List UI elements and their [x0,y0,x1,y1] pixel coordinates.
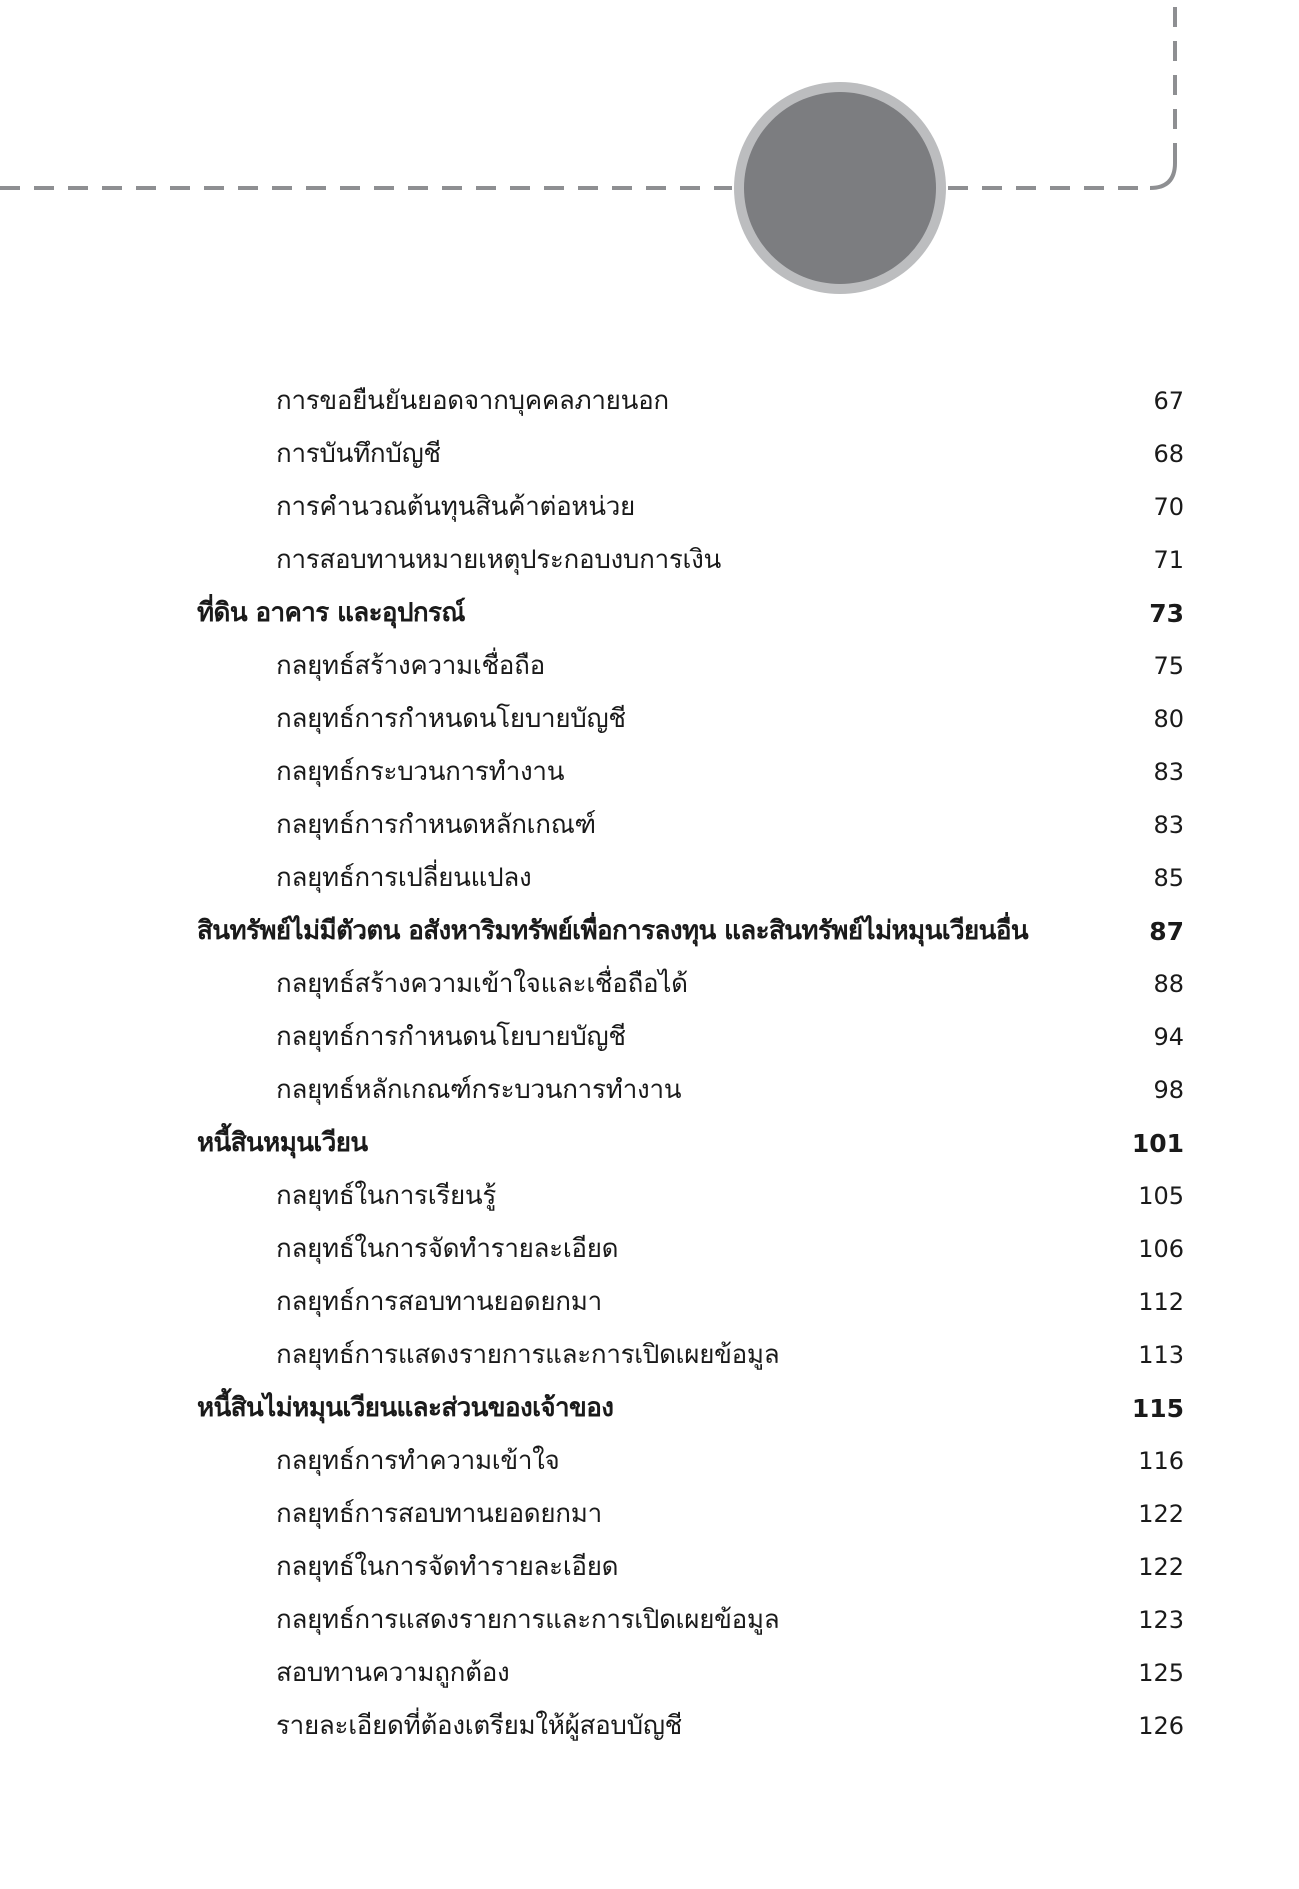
header-decoration [0,0,1299,320]
toc-entry-title: การสอบทานหมายเหตุประกอบงบการเงิน [276,545,721,575]
toc-entry-title: รายละเอียดที่ต้องเตรียมให้ผู้สอบบัญชี [276,1711,683,1741]
toc-entry-page-number: 80 [1153,705,1184,733]
toc-entry-page-number: 116 [1138,1447,1184,1475]
toc-entry-page-number: 123 [1138,1606,1184,1634]
toc-entry-page-number: 71 [1153,546,1184,574]
toc-entry-page-number: 105 [1138,1182,1184,1210]
toc-entry-title: สอบทานความถูกต้อง [276,1658,510,1688]
toc-entry-title: กลยุทธ์การเปลี่ยนแปลง [276,863,532,893]
toc-entry-title: กลยุทธ์ในการจัดทำรายละเอียด [276,1234,619,1264]
toc-entry-page-number: 68 [1153,440,1184,468]
toc-entry-page-number: 70 [1153,493,1184,521]
toc-entry-title: หนี้สินหมุนเวียน [197,1128,368,1158]
toc-subsection-entry[interactable] [0,640,1299,693]
toc-entry-page-number: 87 [1149,917,1184,946]
toc-entry-title: กลยุทธ์สร้างความเข้าใจและเชื่อถือได้ [276,969,688,999]
toc-subsection-entry[interactable] [0,534,1299,587]
toc-section-entry[interactable] [0,905,1299,958]
toc-subsection-entry[interactable] [0,375,1299,428]
toc-subsection-entry[interactable] [0,1276,1299,1329]
toc-entry-title: กลยุทธ์การแสดงรายการและการเปิดเผยข้อมูล [276,1340,780,1370]
toc-entry-page-number: 106 [1138,1235,1184,1263]
toc-entry-title: ที่ดิน อาคาร และอุปกรณ์ [197,598,465,628]
toc-entry-page-number: 113 [1138,1341,1184,1369]
toc-entry-page-number: 126 [1138,1712,1184,1740]
toc-subsection-entry[interactable] [0,1647,1299,1700]
toc-subsection-entry[interactable] [0,852,1299,905]
toc-subsection-entry[interactable] [0,958,1299,1011]
toc-subsection-entry[interactable] [0,1700,1299,1753]
toc-subsection-entry[interactable] [0,799,1299,852]
toc-entry-page-number: 115 [1131,1394,1184,1423]
toc-entry-title: กลยุทธ์การแสดงรายการและการเปิดเผยข้อมูล [276,1605,780,1635]
toc-subsection-entry[interactable] [0,1329,1299,1382]
toc-entry-title: กลยุทธ์กระบวนการทำงาน [276,757,565,787]
toc-entry-page-number: 73 [1149,599,1184,628]
toc-entry-page-number: 85 [1153,864,1184,892]
toc-subsection-entry[interactable] [0,1064,1299,1117]
toc-entry-title: กลยุทธ์หลักเกณฑ์กระบวนการทำงาน [276,1075,682,1105]
toc-entry-page-number: 122 [1138,1553,1184,1581]
toc-section-entry[interactable] [0,1117,1299,1170]
toc-subsection-entry[interactable] [0,746,1299,799]
toc-subsection-entry[interactable] [0,1488,1299,1541]
toc-entry-page-number: 67 [1153,387,1184,415]
toc-entry-title: สินทรัพย์ไม่มีตัวตน อสังหาริมทรัพย์เพื่อการลงทุน และสินทรัพย์ไม่หมุนเวียนอื่น [197,916,1029,946]
toc-entry-title: กลยุทธ์การทำความเข้าใจ [276,1446,560,1476]
toc-subsection-entry[interactable] [0,1223,1299,1276]
chapter-circle [744,92,936,284]
toc-entry-page-number: 125 [1138,1659,1184,1687]
toc-entry-title: กลยุทธ์สร้างความเชื่อถือ [276,651,545,681]
toc-entry-title: กลยุทธ์การกำหนดหลักเกณฑ์ [276,810,596,840]
toc-entry-page-number: 88 [1153,970,1184,998]
toc-subsection-entry[interactable] [0,1011,1299,1064]
toc-entry-page-number: 122 [1138,1500,1184,1528]
toc-section-entry[interactable] [0,1382,1299,1435]
toc-subsection-entry[interactable] [0,1541,1299,1594]
toc-entry-title: กลยุทธ์การกำหนดนโยบายบัญชี [276,704,626,734]
toc-subsection-entry[interactable] [0,1594,1299,1647]
toc-section-entry[interactable] [0,587,1299,640]
toc-entry-page-number: 75 [1153,652,1184,680]
toc-subsection-entry[interactable] [0,481,1299,534]
toc-entry-title: การขอยืนยันยอดจากบุคคลภายนอก [276,386,669,416]
toc-entry-page-number: 83 [1153,758,1184,786]
toc-subsection-entry[interactable] [0,1170,1299,1223]
toc-entry-title: กลยุทธ์การสอบทานยอดยกมา [276,1499,602,1529]
dashed-corner [1150,163,1175,188]
toc-entry-page-number: 101 [1131,1129,1184,1158]
table-of-contents [0,375,1299,1753]
toc-subsection-entry[interactable] [0,693,1299,746]
toc-entry-page-number: 112 [1138,1288,1184,1316]
toc-entry-title: หนี้สินไม่หมุนเวียนและส่วนของเจ้าของ [197,1393,614,1423]
toc-subsection-entry[interactable] [0,1435,1299,1488]
toc-entry-title: การบันทึกบัญชี [276,439,441,469]
toc-entry-title: กลยุทธ์การสอบทานยอดยกมา [276,1287,602,1317]
toc-entry-page-number: 98 [1153,1076,1184,1104]
toc-entry-page-number: 94 [1153,1023,1184,1051]
toc-entry-title: กลยุทธ์ในการจัดทำรายละเอียด [276,1552,619,1582]
toc-entry-title: กลยุทธ์การกำหนดนโยบายบัญชี [276,1022,626,1052]
toc-entry-title: กลยุทธ์ในการเรียนรู้ [276,1181,497,1211]
toc-entry-title: การคำนวณต้นทุนสินค้าต่อหน่วย [276,492,635,522]
toc-entry-page-number: 83 [1153,811,1184,839]
toc-subsection-entry[interactable] [0,428,1299,481]
